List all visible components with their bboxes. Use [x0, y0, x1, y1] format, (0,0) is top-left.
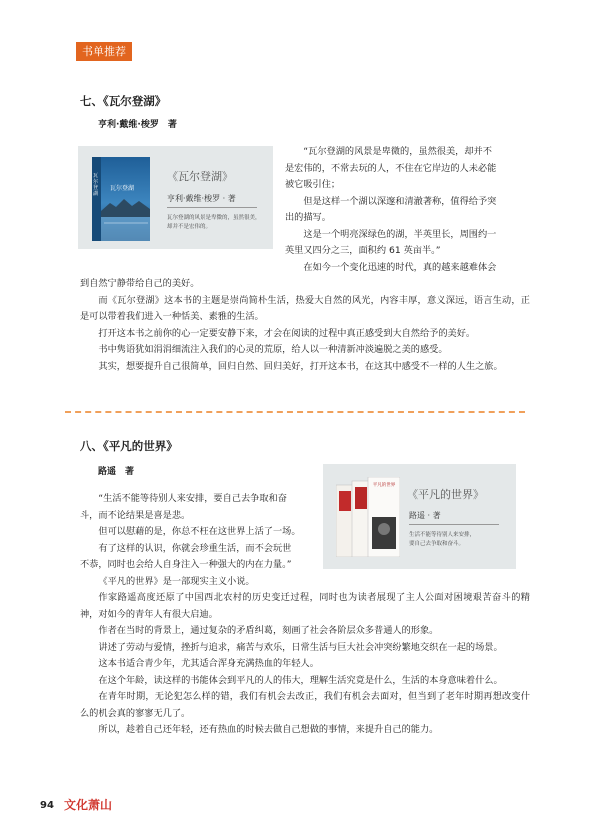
- quote-line: 英里又四分之三，面积约 61 英亩半。”: [285, 245, 441, 256]
- quote-line: 不恭，同时也会给人自身注入一种强大的内在力量。”: [80, 559, 292, 570]
- card-book-title: 《瓦尔登湖》: [167, 170, 233, 183]
- book-card-walden: [78, 146, 273, 249]
- quote-line: 斗，而不论结果是喜是悲。: [80, 509, 191, 521]
- page-number: 94: [40, 800, 54, 811]
- section-title-ordinary-world: 八、《平凡的世界》: [80, 439, 178, 453]
- quote-walden: [285, 144, 530, 276]
- quote-line: 但可以慰藉的是，你总不枉在这世界上活了一场。: [98, 526, 301, 537]
- quote-line: 但是这样一个湖以深邃和清澈著称，值得给予突: [303, 195, 497, 207]
- quote-line: “瓦尔登湖的风景是卑微的，虽然很美，却并不: [303, 146, 492, 157]
- book-card-ordinary-world: [323, 464, 516, 569]
- cover-spine-text: 瓦尔登湖: [93, 173, 99, 197]
- paragraph: 作家路遥高度还原了中国西北农村的历史变迁过程，同时也为读者展现了主人公面对困境艰苦奋斗的精神，对如今的青年人有很大启迪。: [80, 592, 530, 620]
- body-ordinary-world: [80, 590, 530, 739]
- card-book-title: 《平凡的世界》: [407, 488, 484, 501]
- publication-logo: 文化萧山: [64, 798, 113, 812]
- paragraph: 书中隽语犹如涓涓细流注入我们的心灵的荒原，给人以一种清新冲淡遍脱之美的感受。: [98, 344, 448, 355]
- card-book-desc: [409, 531, 509, 549]
- paragraph: 作者在当时的背景上，通过复杂的矛盾纠葛，刻画了社会各阶层众多普通人的形象。: [98, 625, 439, 636]
- book-box-art: [336, 477, 400, 557]
- book-cover-art: [92, 157, 150, 241]
- cover-label: 平凡的世界: [372, 483, 396, 488]
- body-walden: [80, 276, 530, 375]
- quote-line: 被它吸引住；: [285, 179, 341, 190]
- card-desc-line: 生活不能等待别人来安排，: [409, 532, 476, 538]
- book-cover-walden: [92, 157, 150, 241]
- card-book-author: 路遥 · 著: [409, 511, 441, 520]
- book-cover-ordinary-world: [336, 477, 400, 557]
- quote-ordinary-world: [80, 491, 320, 590]
- paragraph: 在这个年龄，读这样的书能体会到平凡的人的伟大，理解生活究竟是什么，生活的本身意味着什么。: [98, 674, 503, 686]
- quote-line: 有了这样的认识，你就会珍重生活，而不会玩世: [98, 542, 292, 554]
- quote-line: 在如今一个变化迅速的时代，真的越来越难体会: [303, 261, 497, 273]
- quote-line: 是宏伟的，不常去玩的人，不住在它岸边的人未必能: [285, 162, 497, 174]
- card-desc-line: 瓦尔登湖的风景是卑微的，虽然很美，: [167, 215, 261, 221]
- paragraph: 在青年时期，无论犯怎么样的错，我们有机会去改正，我们有机会去面对，但当到了老年时期再想改变什么的机会真的寥寥无几了。: [80, 691, 530, 719]
- quote-line: 《平凡的世界》是一部现实主义小说。: [98, 575, 255, 587]
- paragraph: 讲述了劳动与爱情，挫折与追求，痛苦与欢乐，日常生活与巨大社会冲突纷繁地交织在一起的场景。: [98, 641, 503, 653]
- card-desc-line: 要自己去争取和奋斗。: [409, 541, 465, 547]
- paragraph: 这本书适合青少年，尤其适合浑身充满热血的年轻人。: [98, 658, 319, 669]
- author-walden: 亨利·戴维·梭罗 著: [98, 120, 177, 130]
- section-title-walden: 七、《瓦尔登湖》: [80, 94, 167, 108]
- author-ordinary-world: 路遥 著: [98, 467, 135, 477]
- quote-line: 这是一个明亮深绿色的湖，半英里长，周围约一: [303, 228, 497, 240]
- quote-line: 出的描写。: [285, 212, 331, 223]
- paragraph: 到自然宁静带给自己的美好。: [80, 278, 200, 289]
- paragraph: 所以，趁着自己还年轻，还有热血的时候去做自己想做的事情，来提升自己的能力。: [98, 724, 439, 735]
- paragraph: 其实，想要提升自己很简单，回归自然、回归美好，打开这本书，在这其中感受不一样的人生之旅。: [98, 360, 503, 372]
- section-divider: [65, 411, 525, 413]
- section-tag: 书单推荐: [76, 42, 132, 61]
- paragraph: 打开这本书之前你的心一定要安静下来，才会在阅读的过程中真正感受到大自然给予的美好。: [98, 327, 476, 339]
- card-desc-line: 却并不是宏伟的。: [167, 224, 212, 230]
- card-book-desc: [167, 214, 267, 232]
- card-book-author: 亨利·戴维·梭罗 · 著: [167, 194, 236, 203]
- card-divider: [409, 524, 499, 525]
- card-divider: [167, 207, 257, 208]
- quote-line: “生活不能等待别人来安排，要自己去争取和奋: [98, 493, 287, 504]
- paragraph: 而《瓦尔登湖》这本书的主题是崇尚简朴生活，热爱大自然的风光，内容丰厚，意义深远，语言生动，正是可以带着我们进入一种恬美、素雅的生活。: [80, 294, 530, 322]
- cover-title-text: 瓦尔登湖: [110, 185, 135, 192]
